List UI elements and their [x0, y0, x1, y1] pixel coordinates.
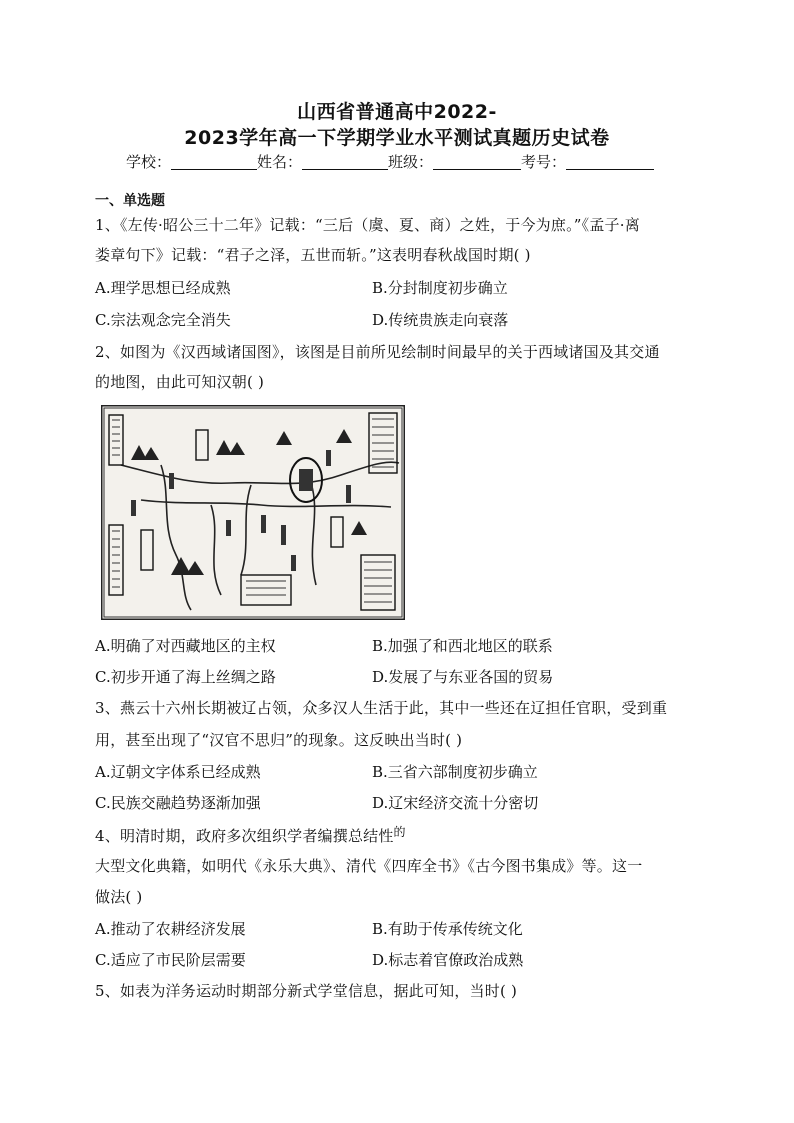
school-blank[interactable] [171, 154, 257, 170]
question-4-line-3: 做法( ) [95, 888, 143, 906]
question-2-option-b[interactable]: B.加强了和西北地区的联系 [372, 637, 553, 655]
question-3-option-b[interactable]: B.三省六部制度初步确立 [372, 763, 538, 781]
question-4-line-1-text: 4、明清时期，政府多次组织学者编撰总结性 [95, 827, 394, 845]
question-3-line-2: 用，甚至出现了“汉官不思归”的现象。这反映出当时( ) [95, 731, 463, 749]
question-2-option-d[interactable]: D.发展了与东亚各国的贸易 [372, 668, 554, 686]
class-label: 班级： [388, 153, 434, 171]
name-label: 姓名： [257, 153, 303, 171]
question-4-line-1 [95, 823, 406, 846]
school-label: 学校： [126, 153, 172, 171]
question-2-option-c[interactable]: C.初步开通了海上丝绸之路 [95, 668, 276, 686]
question-1-line-1: 1、《左传·昭公三十二年》记载：“三后（虞、夏、商）之姓，于今为庶。”《孟子·离 [95, 216, 640, 234]
question-1-option-a[interactable]: A.理学思想已经成熟 [95, 279, 231, 297]
question-4-option-a[interactable]: A.推动了农耕经济发展 [95, 920, 246, 938]
exam-title-line-1: 山西省普通高中2022- [297, 101, 497, 123]
question-4-option-b[interactable]: B.有助于传承传统文化 [372, 920, 523, 938]
section-title: 一、单选题 [95, 193, 165, 209]
class-blank[interactable] [433, 154, 521, 170]
question-4-option-c[interactable]: C.适应了市民阶层需要 [95, 951, 246, 969]
question-4-line-1-tail: 的 [393, 825, 406, 839]
exam-title-line-2: 2023学年高一下学期学业水平测试真题历史试卷 [184, 127, 610, 149]
question-4-line-2: 大型文化典籍，如明代《永乐大典》、清代《四库全书》《古今图书集成》等。这一 [95, 857, 643, 875]
question-2-line-1: 2、如图为《汉西域诸国图》，该图是目前所见绘制时间最早的关于西域诸国及其交通 [95, 343, 660, 361]
exam-number-label: 考号： [521, 153, 567, 171]
question-4-option-d[interactable]: D.标志着官僚政治成熟 [372, 951, 524, 969]
name-blank[interactable] [302, 154, 388, 170]
question-3-option-c[interactable]: C.民族交融趋势逐渐加强 [95, 794, 261, 812]
question-1-line-2: 娄章句下》记载：“君子之泽，五世而斩。”这表明春秋战国时期( ) [95, 246, 531, 264]
question-1-option-b[interactable]: B.分封制度初步确立 [372, 279, 508, 297]
question-1-option-d[interactable]: D.传统贵族走向衰落 [372, 311, 509, 329]
question-2-line-2: 的地图，由此可知汉朝( ) [95, 373, 265, 391]
question-3-line-1: 3、燕云十六州长期被辽占领，众多汉人生活于此，其中一些还在辽担任官职，受到重 [95, 699, 668, 717]
question-3-option-d[interactable]: D.辽宋经济交流十分密切 [372, 794, 539, 812]
question-2-option-a[interactable]: A.明确了对西藏地区的主权 [95, 637, 276, 655]
student-info-row [126, 151, 654, 172]
question-1-option-c[interactable]: C.宗法观念完全消失 [95, 311, 231, 329]
western-regions-map-image [101, 405, 405, 620]
question-3-option-a[interactable]: A.辽朝文字体系已经成熟 [95, 763, 261, 781]
exam-number-blank[interactable] [566, 154, 654, 170]
question-5-line-1: 5、如表为洋务运动时期部分新式学堂信息，据此可知，当时( ) [95, 982, 518, 1000]
